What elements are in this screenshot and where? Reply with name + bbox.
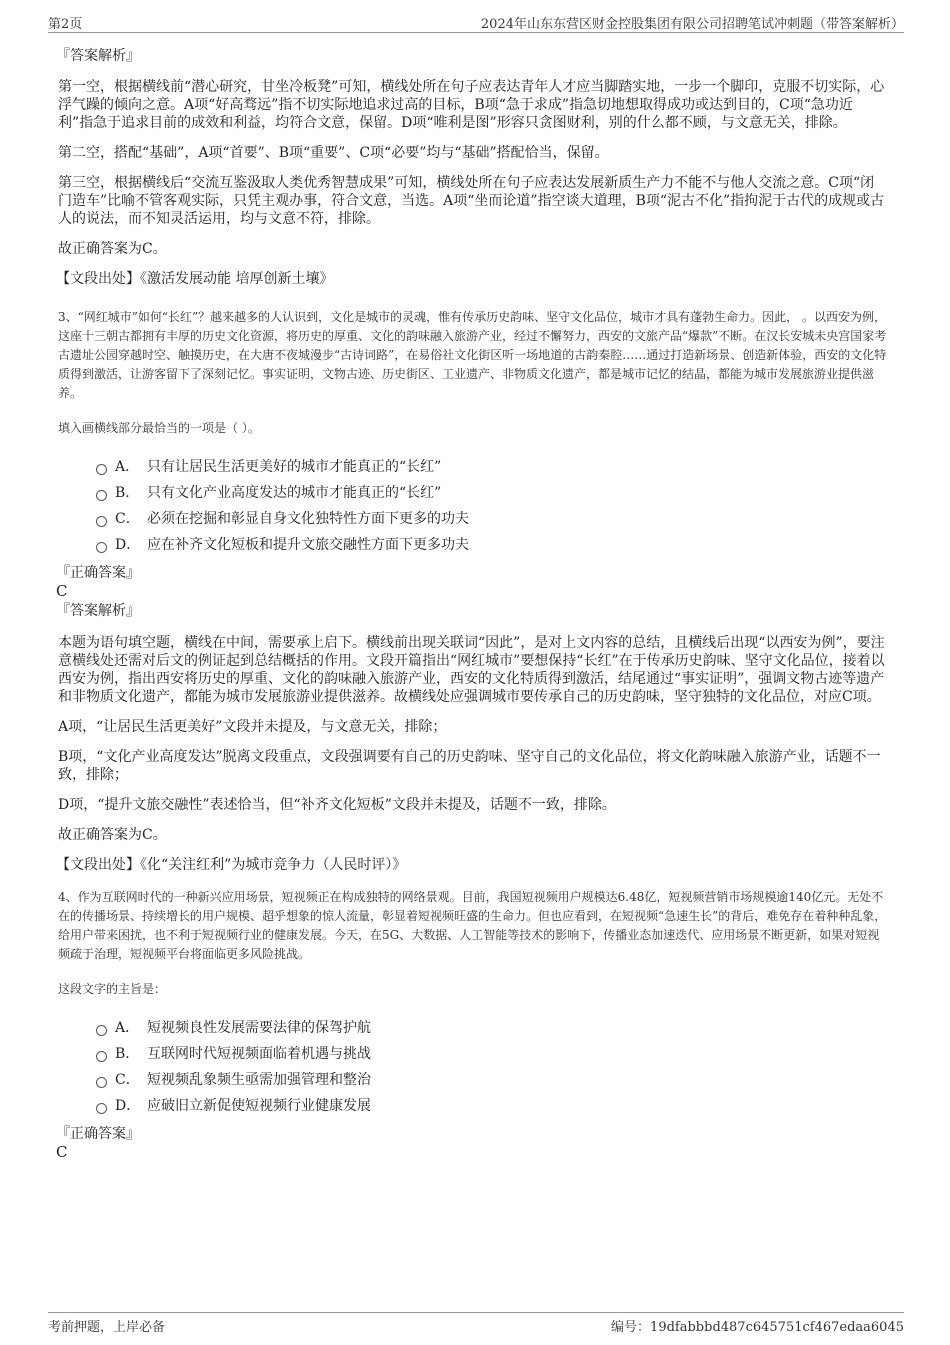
q3-analysis-p5: 故正确答案为C。: [58, 827, 167, 843]
q2-source: 【文段出处】《激活发展动能 培厚创新土壤》: [56, 271, 334, 287]
page-number: 第2页: [48, 17, 83, 32]
q3-option-d[interactable]: D． 应在补齐文化短板和提升文旅交融性方面下更多功夫: [96, 532, 888, 558]
q2-analysis-label: 『答案解析』: [56, 48, 140, 64]
q4-answer: C: [56, 1143, 68, 1161]
radio-icon[interactable]: [96, 1077, 107, 1088]
q3-analysis-p3: B项，“文化产业高度发达”脱离文段重点，文段强调要有自己的历史韵味、坚守自己的文化品位，将文化韵味融入旅游产业，话题不一致，排除；: [58, 749, 881, 783]
q3-options: [96, 454, 888, 558]
q2-analysis-p4: 故正确答案为C。: [58, 241, 167, 257]
q4-option-c[interactable]: C． 短视频乱象频生亟需加强管理和整治: [96, 1067, 888, 1093]
q4-options: [96, 1015, 888, 1119]
document-title: 2024年山东东营区财金控股集团有限公司招聘笔试冲刺题（带答案解析）: [480, 17, 904, 32]
q4-option-d[interactable]: D． 应破旧立新促使短视频行业健康发展: [96, 1093, 888, 1119]
page-footer: [48, 1312, 904, 1335]
q4-stem: 4、作为互联网时代的一种新兴应用场景，短视频正在构成独特的网络景观。目前，我国短视频用户规模达6.48亿，短视频营销市场规模逾140亿元。无处不在的传播场景、持续增长的用户规模、超乎想象的惊人流量，彰显着短视频旺盛的生命力。但也应看到，在短视频“急速生长”的背后，难免存在着种种乱象，给用户带来困扰，也不利于短视频行业的健康发展。今天，在5G、大数据、人工智能等技术的影响下，传播业态加速迭代、应用场景不断更新，如果对短视频疏于治理，短视频平台将面临更多风险挑战。: [58, 890, 887, 961]
q2-analysis-p3: 第三空，根据横线后“交流互鉴汲取人类优秀智慧成果”可知，横线处所在句子应表达发展新质生产力不能不与他人交流之意。C项“闭门造车”比喻不管客观实际，只凭主观办事，符合文意，当选。A项“坐而论道”指空谈大道理，B项“泥古不化”指拘泥于古代的成规或古人的说法，而不知灵活运用，均与文意不符，排除。: [58, 175, 885, 227]
q3-answer: C: [56, 582, 68, 600]
q2-analysis-p1: 第一空，根据横线前“潜心研究，甘坐冷板凳”可知，横线处所在句子应表达青年人才应当脚踏实地，一步一个脚印，克服不切实际，心浮气躁的倾向之意。A项“好高骛远”指不切实际地追求过高的目标，B项“急于求成”指急切地想取得成功或达到目的，C项“急功近利”指急于追求目前的成效和利益，均符合文意，保留。D项“唯利是图”形容只贪图财利，别的什么都不顾，与文意无关，排除。: [58, 79, 885, 131]
q3-option-b[interactable]: B． 只有文化产业高度发达的城市才能真正的“长红”: [96, 480, 888, 506]
radio-icon[interactable]: [96, 490, 107, 501]
q3-instruction: 填入画横线部分最恰当的一项是（ ）。: [58, 421, 260, 435]
q3-option-a[interactable]: A． 只有让居民生活更美好的城市才能真正的“长红”: [96, 454, 888, 480]
q3-analysis-p4: D项，“提升文旅交融性”表述恰当，但“补齐文化短板”文段并未提及，话题不一致，排除。: [58, 797, 616, 813]
q4-option-b[interactable]: B． 互联网时代短视频面临着机遇与挑战: [96, 1041, 888, 1067]
q4-answer-label: 『正确答案』: [56, 1126, 140, 1142]
radio-icon[interactable]: [96, 1103, 107, 1114]
radio-icon[interactable]: [96, 542, 107, 553]
q3-source: 【文段出处】《化“关注红利”为城市竞争力（人民时评）》: [56, 857, 407, 873]
q4-option-a[interactable]: A． 短视频良性发展需要法律的保驾护航: [96, 1015, 888, 1041]
radio-icon[interactable]: [96, 464, 107, 475]
radio-icon[interactable]: [96, 516, 107, 527]
document-id: 编号：19dfabbbd487c645751cf467edaa6045: [611, 1320, 904, 1335]
radio-icon[interactable]: [96, 1025, 107, 1036]
page-header: [48, 10, 904, 33]
q3-analysis-p2: A项，“让居民生活更美好”文段并未提及，与文意无关，排除；: [58, 719, 447, 735]
q3-answer-label: 『正确答案』: [56, 565, 140, 581]
q3-analysis-label: 『答案解析』: [56, 603, 140, 619]
page-content: [58, 46, 888, 1163]
radio-icon[interactable]: [96, 1051, 107, 1062]
q3-stem: 3、“网红城市”如何“长红”？越来越多的人认识到，文化是城市的灵魂，惟有传承历史韵味、坚守文化品位，城市才具有蓬勃生命力。因此， 。以西安为例，这座十三朝古都拥有丰厚的历史文化资源，将历史的厚重、文化的韵味融入旅游产业，经过不懈努力，西安的文旅产品“爆款”不断。在汉长安城未央宫国家考古遗址公园穿越时空、触摸历史，在大唐不夜城漫步“古诗词路”，在易俗社文化街区听一场地道的古韵秦腔……通过打造新场景、创造新体验，西安的文化特质得到激活，让游客留下了深刻记忆。事实证明，文物古迹、历史街区、工业遗产、非物质文化遗产，都是城市记忆的结晶，都能为城市发展旅游业提供滋养。: [58, 310, 887, 400]
q3-analysis-p1: 本题为语句填空题，横线在中间，需要承上启下。横线前出现关联词“因此”，是对上文内容的总结，且横线后出现“以西安为例”，要注意横线处还需对后文的例证起到总结概括的作用。文段开篇指出“网红城市”要想保持“长红”在于传承历史韵味、坚守文化品位，接着以西安为例，指出西安将历史的厚重、文化的韵味融入旅游产业，西安的文化特质得到激活，结尾通过“事实证明”，强调文物古迹等遗产和非物质文化遗产，都能为城市发展旅游业提供滋养。故横线处应强调城市要传承自己的历史韵味，坚守独特的文化品位，对应C项。: [58, 635, 885, 705]
q2-analysis-p2: 第二空，搭配“基础”，A项“首要”、B项“重要”、C项“必要”均与“基础”搭配恰当，保留。: [58, 145, 609, 161]
q4-instruction: 这段文字的主旨是：: [58, 982, 167, 996]
footer-slogan: 考前押题，上岸必备: [48, 1320, 166, 1335]
q3-option-c[interactable]: C． 必须在挖掘和彰显自身文化独特性方面下更多的功夫: [96, 506, 888, 532]
